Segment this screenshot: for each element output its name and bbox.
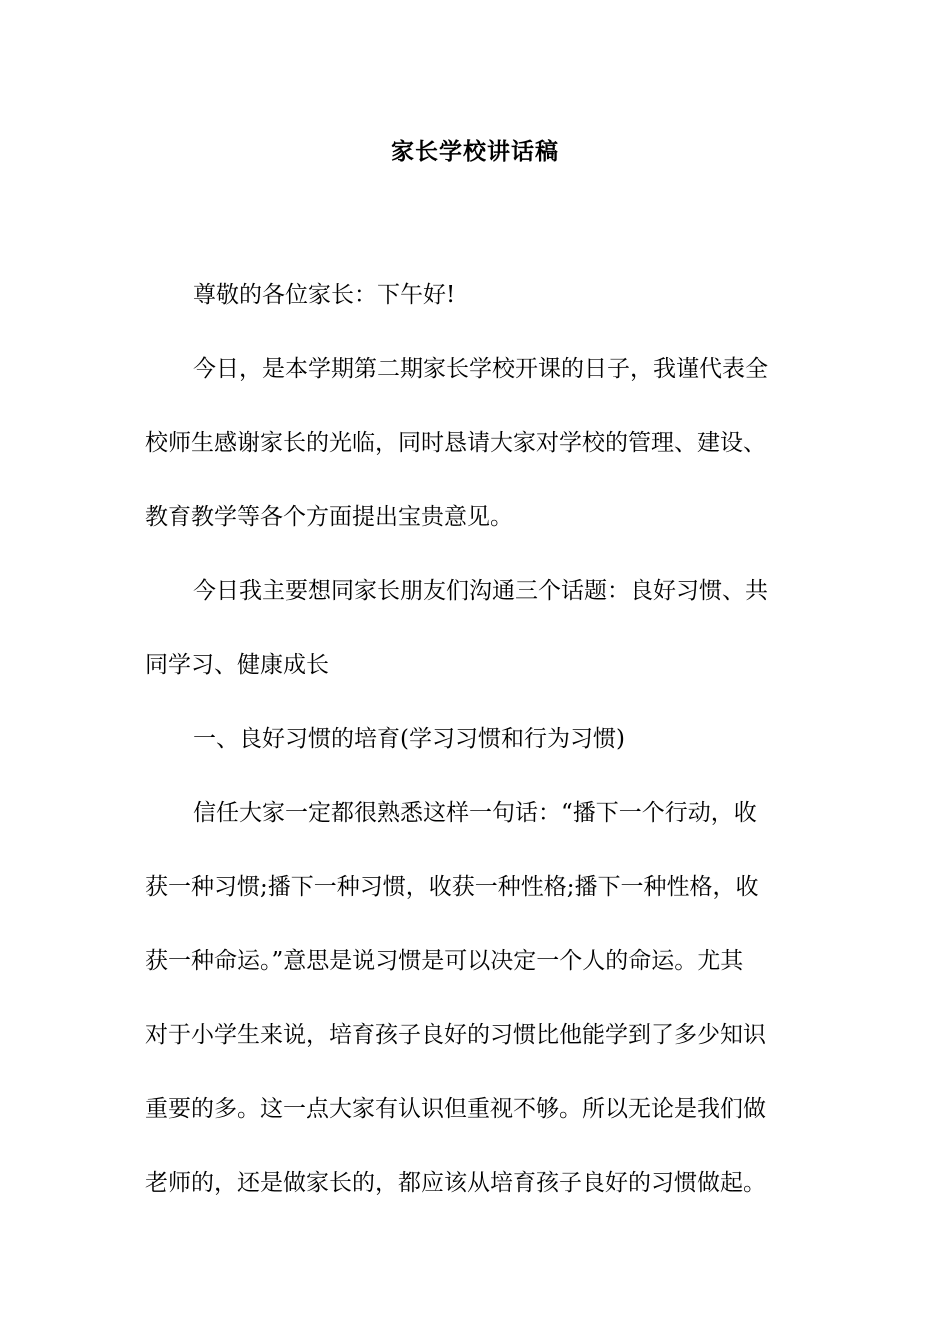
text-line: 重要的多。这一点大家有认识但重视不够。所以无论是我们做: [145, 1096, 766, 1122]
text-line: 校师生感谢家长的光临，同时恳请大家对学校的管理、建设、: [145, 430, 766, 456]
text-line: 今日，是本学期第二期家长学校开课的日子，我谨代表全: [193, 356, 768, 382]
text-line: 教育教学等各个方面提出宝贵意见。: [145, 504, 513, 530]
document-body: [145, 258, 805, 1220]
text-line: 今日我主要想同家长朋友们沟通三个话题：良好习惯、共: [193, 578, 768, 604]
section-heading: 一、良好习惯的培育(学习习惯和行为习惯): [193, 726, 625, 752]
document-title: 家长学校讲话稿: [391, 138, 559, 165]
text-line: 获一种习惯;播下一种习惯，收获一种性格;播下一种性格，收: [145, 874, 759, 900]
text-line: 信任大家一定都很熟悉这样一句话：“播下一个行动，收: [193, 800, 757, 826]
text-line-greeting: 尊敬的各位家长：下午好!: [193, 282, 456, 308]
text-line: 对于小学生来说，培育孩子良好的习惯比他能学到了多少知识: [145, 1022, 766, 1048]
text-line: 同学习、健康成长: [145, 652, 329, 678]
text-line: 老师的，还是做家长的，都应该从培育孩子良好的习惯做起。: [145, 1170, 766, 1196]
text-line: 获一种命运。”意思是说习惯是可以决定一个人的命运。尤其: [145, 948, 744, 974]
